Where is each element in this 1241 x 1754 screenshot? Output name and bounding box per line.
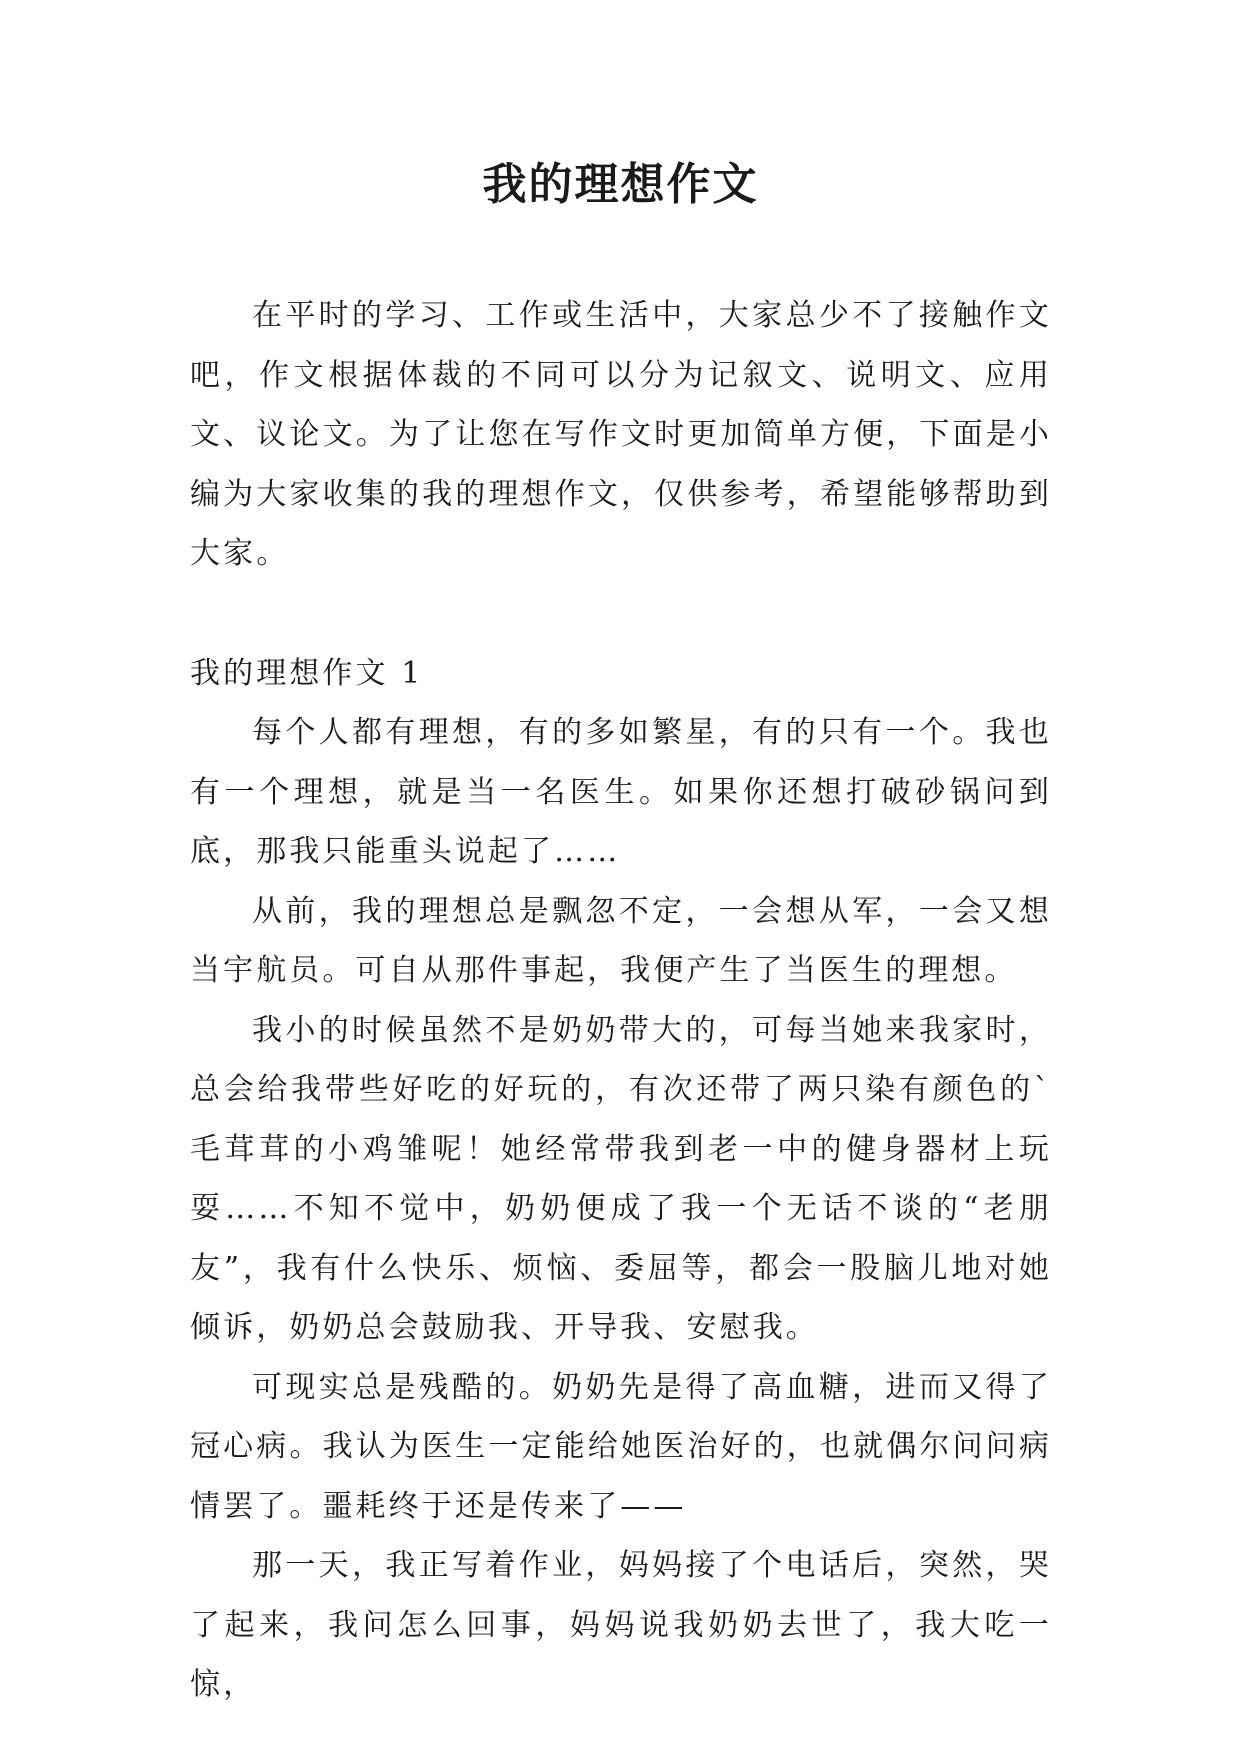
- body-paragraph-5: 那一天，我正写着作业，妈妈接了个电话后，突然，哭了起来，我问怎么回事，妈妈说我奶奶去世了，我大吃一惊，: [190, 1548, 1052, 1702]
- body-paragraph-2: 从前，我的理想总是飘忽不定，一会想从军，一会又想当宇航员。可自从那件事起，我便产生了当医生的理想。: [190, 893, 1052, 988]
- body-paragraph-3: 我小的时候虽然不是奶奶带大的，可每当她来我家时，总会给我带些好吃的好玩的，有次还带了两只染有颜色的`毛茸茸的小鸡雏呢！她经常带我到老一中的健身器材上玩耍……不知不觉中，奶奶便成了我一个无话不谈的“老朋友”，我有什么快乐、烦恼、委屈等，都会一股脑儿地对她倾诉，奶奶总会鼓励我、开导我、安慰我。: [190, 1012, 1052, 1345]
- intro-paragraph: 在平时的学习、工作或生活中，大家总少不了接触作文吧，作文根据体裁的不同可以分为记叙文、说明文、应用文、议论文。为了让您在写作文时更加简单方便，下面是小编为大家收集的我的理想作文，仅供参考，希望能够帮助到大家。: [190, 298, 1052, 571]
- section-spacer: [190, 584, 1052, 644]
- section-heading: 我的理想作文 1: [190, 655, 424, 691]
- document-body: [190, 286, 1052, 1715]
- document-title: 我的理想作文: [482, 159, 759, 210]
- body-paragraph-1: 每个人都有理想，有的多如繁星，有的只有一个。我也有一个理想，就是当一名医生。如果你还想打破砂锅问到底，那我只能重头说起了……: [190, 715, 1052, 869]
- body-paragraph-4: 可现实总是残酷的。奶奶先是得了高血糖，进而又得了冠心病。我认为医生一定能给她医治好的，也就偶尔问问病情罢了。噩耗终于还是传来了——: [190, 1369, 1052, 1524]
